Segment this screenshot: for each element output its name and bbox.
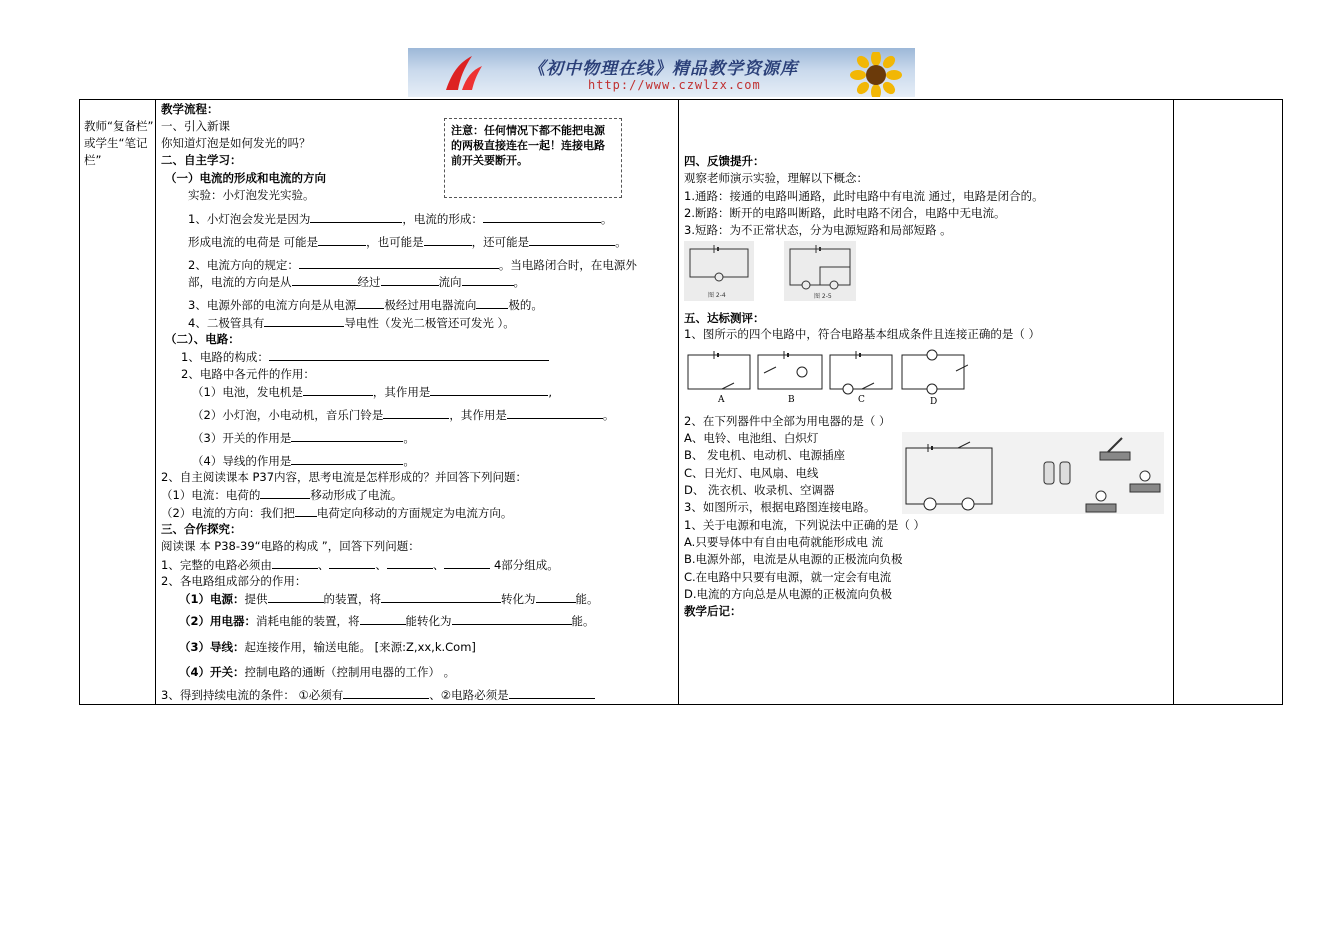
answer-blank[interactable] <box>303 384 373 396</box>
test-q4-option-a[interactable]: A.只要导体中有自由电荷就能形成电 流 <box>684 535 883 549</box>
cooperation-q1: 1、完整的电路必须由 、 、 、 4部分组成。 <box>161 558 559 572</box>
question-2: 2、电流方向的规定： 。当电路闭合时，在电源外 <box>188 258 637 272</box>
answer-blank[interactable] <box>343 687 429 699</box>
answer-blank[interactable] <box>310 211 402 223</box>
question-1-charges: 形成电流的电荷是 可能是 ，也可能是 ，还可能是 。 <box>188 235 627 249</box>
answer-blank[interactable] <box>383 407 449 419</box>
short-circuit-diagram-icon <box>684 241 754 301</box>
figure-caption: 图 2-5 <box>814 293 832 300</box>
test-q4-option-d[interactable]: D.电流的方向总是从电源的正极流向负极 <box>684 587 893 601</box>
test-question-3: 3、如图所示，根据电路图连接电路。 <box>684 500 876 514</box>
section-heading: 教学流程： <box>161 102 219 116</box>
bulb-icon <box>1130 471 1160 492</box>
section-feedback: 四、反馈提升： <box>684 154 765 168</box>
section-self-study: 二、自主学习： <box>161 153 242 167</box>
answer-blank[interactable] <box>264 315 344 327</box>
concept-closed-circuit: 1.通路：接通的电路叫通路，此时电路中有电流 通过，电路是闭合的。 <box>684 189 1044 203</box>
question-4: 4、二极管具有 导电性（发光二极管还可发光 ）。 <box>188 316 515 330</box>
circuit-connection-figure <box>902 432 1164 514</box>
question-3: 3、电源外部的电流方向是从电源 极经过用电器流向 极的。 <box>188 298 543 312</box>
answer-blank[interactable] <box>268 591 324 603</box>
part-power-source: （1）电源：提供 的装置，将 转化为 能。 <box>179 592 599 606</box>
answer-blank[interactable] <box>507 407 603 419</box>
component-switch: （3）开关的作用是 。 <box>192 431 415 445</box>
column-divider <box>155 99 156 705</box>
component-wire: （4）导线的作用是 。 <box>192 454 415 468</box>
circuit-composition: 1、电路的构成： <box>181 349 549 364</box>
test-q4-option-c[interactable]: C.在电路中只要有电源，就一定会有电流 <box>684 570 892 584</box>
concept-open-circuit: 2.断路：断开的电路叫断路，此时电路不闭合，电路中无电流。 <box>684 206 1006 220</box>
test-q2-option-a[interactable]: A、电铃、电池组、白炽灯 <box>684 431 819 445</box>
subsection-circuit: （二）、电路： <box>165 332 240 346</box>
figure-2-4 <box>684 241 754 301</box>
answer-blank[interactable] <box>291 430 403 442</box>
circuit-options-diagram <box>686 349 968 407</box>
test-q4-option-b[interactable]: B.电源外部，电流是从电源的正极流向负极 <box>684 552 903 566</box>
cooperation-reading: 阅读课 本 P38-39“电路的构成 ”，回答下列问题： <box>161 539 420 553</box>
sunflower-icon <box>848 52 904 97</box>
reading-task: 2、自主阅读课本 P37内容，思考电流是怎样形成的？并回答下列问题： <box>161 470 528 484</box>
circuit-components: 2、电路中各元件的作用： <box>181 367 315 381</box>
subsection-current: （一）电流的形成和电流的方向 <box>165 171 326 185</box>
test-q2-option-b[interactable]: B、 发电机、电动机、电源插座 <box>684 448 846 462</box>
test-q2-option-c[interactable]: C、日光灯、电风扇、电线 <box>684 466 819 480</box>
answer-blank[interactable] <box>291 453 403 465</box>
part-switch: （4）开关：控制电路的通断（控制用电器的工作） 。 <box>179 665 456 679</box>
banner-url[interactable]: http://www.czwlzx.com <box>588 78 761 92</box>
answer-blank[interactable] <box>269 349 549 361</box>
test-question-4: 1、关于电源和电流，下列说法中正确的是（ ） <box>684 518 925 532</box>
answer-blank[interactable] <box>360 613 406 625</box>
cooperation-q2: 2、各电路组成部分的作用： <box>161 574 307 588</box>
figure-2-5 <box>784 241 856 301</box>
answer-blank[interactable] <box>329 557 375 569</box>
answer-blank[interactable] <box>295 505 317 517</box>
option-label: C <box>858 395 865 405</box>
answer-blank[interactable] <box>424 234 472 246</box>
answer-blank[interactable] <box>444 557 490 569</box>
site-logo-icon <box>438 52 488 94</box>
lamp-icon <box>927 350 937 360</box>
wiring-diagram-icon <box>902 432 1164 514</box>
answer-blank[interactable] <box>318 234 366 246</box>
component-battery: （1）电池，发电机是 ，其作用是 , <box>192 385 552 399</box>
switch-icon <box>1100 438 1130 460</box>
cooperation-q3: 3、得到持续电流的条件： ①必须有 、②电路必须是 <box>161 687 595 702</box>
note-column-label-1: 教师“复备栏” <box>84 119 154 133</box>
lamp-icon <box>924 498 936 510</box>
section-cooperation: 三、合作探究： <box>161 522 242 536</box>
question-2-direction: 部，电流的方向是从 经过 流向 。 <box>188 275 525 289</box>
option-label: D <box>930 397 938 407</box>
answer-blank[interactable] <box>529 234 615 246</box>
intro-question: 你知道灯泡是如何发光的吗？ <box>161 136 311 150</box>
lamp-icon <box>843 384 853 394</box>
answer-blank[interactable] <box>260 487 310 499</box>
test-question-2: 2、在下列器件中全部为用电器的是（ ） <box>684 414 891 428</box>
test-q2-option-d[interactable]: D、 洗衣机、收录机、空调器 <box>684 483 835 497</box>
answer-blank[interactable] <box>292 274 358 286</box>
answer-blank[interactable] <box>381 274 439 286</box>
answer-blank[interactable] <box>272 557 318 569</box>
test-question-1: 1、图所示的四个电路中，符合电路基本组成条件且连接正确的是（ ） <box>684 327 1040 341</box>
header-banner <box>408 48 915 97</box>
lamp-icon <box>962 498 974 510</box>
component-appliance: （2）小灯泡，小电动机，音乐门铃是 ，其作用是 。 <box>192 408 615 422</box>
figure-caption: 图 2-4 <box>708 292 726 299</box>
question-1: 1、小灯泡会发光是因为 ，电流的形成： 。 <box>188 212 613 226</box>
option-label: B <box>788 395 795 405</box>
column-divider <box>678 99 679 705</box>
concept-short-circuit: 3.短路：为不正常状态，分为电源短路和局部短路 。 <box>684 223 952 237</box>
bulb-icon <box>1086 491 1116 512</box>
answer-blank[interactable] <box>381 591 501 603</box>
partial-short-diagram-icon <box>784 241 856 301</box>
banner-title: 《初中物理在线》精品教学资源库 <box>528 59 798 79</box>
option-label: A <box>718 395 725 405</box>
experiment-text: 实验：小灯泡发光实验。 <box>188 188 315 202</box>
answer-blank[interactable] <box>299 257 499 269</box>
answer-blank[interactable] <box>462 274 514 286</box>
column-divider <box>1173 99 1174 705</box>
answer-blank[interactable] <box>430 384 548 396</box>
part-appliance: （2）用电器：消耗电能的装置，将 能转化为 能。 <box>179 614 595 628</box>
answer-blank[interactable] <box>509 687 595 699</box>
answer-blank[interactable] <box>483 211 601 223</box>
reading-direction: （2）电流的方向：我们把 电荷定向移动的方面规定为电流方向。 <box>161 506 513 520</box>
section-intro: 一、引入新课 <box>161 119 230 133</box>
answer-blank[interactable] <box>452 613 572 625</box>
lamp-icon <box>797 367 807 377</box>
teaching-notes-heading: 教学后记： <box>684 604 742 618</box>
battery-icon <box>1044 462 1070 484</box>
reading-current: （1）电流：电荷的 移动形成了电流。 <box>161 488 403 502</box>
answer-blank[interactable] <box>356 297 384 309</box>
note-column-label-2: 或学生“笔记 <box>84 136 148 150</box>
note-column-label-3: 栏” <box>84 153 102 167</box>
part-wire: （3）导线：起连接作用，输送电能。 [来源:Z,xx,k.Com] <box>179 640 476 654</box>
answer-blank[interactable] <box>387 557 433 569</box>
safety-note-box: 注意：任何情况下都不能把电源的两极直接连在一起！连接电路前开关要断开。 <box>444 118 622 198</box>
answer-blank[interactable] <box>476 297 508 309</box>
section-assessment: 五、达标测评： <box>684 311 765 325</box>
lamp-icon <box>927 384 937 394</box>
answer-blank[interactable] <box>536 591 576 603</box>
feedback-intro: 观察老师演示实验，理解以下概念： <box>684 171 868 185</box>
